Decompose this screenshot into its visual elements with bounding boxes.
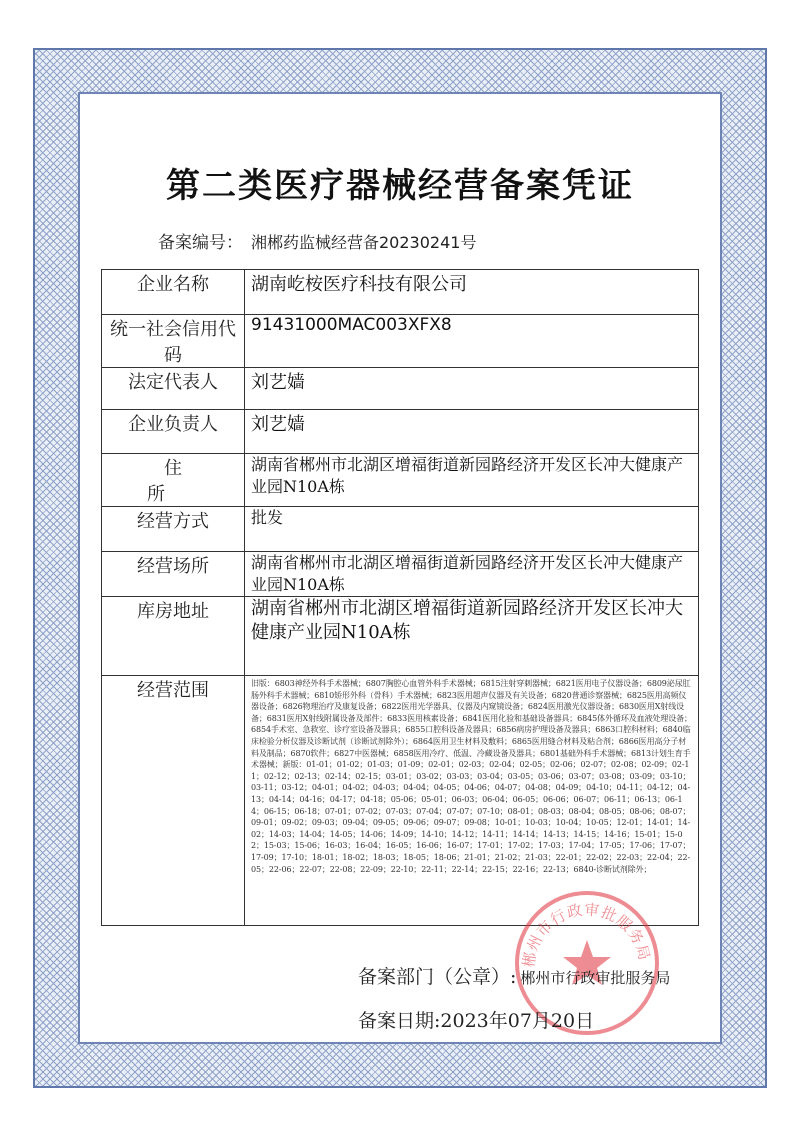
row-premises <box>102 552 699 597</box>
mode-label: 经营方式 <box>102 507 245 552</box>
legal-rep-label: 法定代表人 <box>102 368 245 410</box>
filing-number-label: 备案编号： <box>158 233 243 253</box>
company-name-label: 企业名称 <box>102 270 245 315</box>
filing-number <box>158 228 476 253</box>
credit-code-label: 统一社会信用代码 <box>102 315 245 368</box>
responsible-value: 刘艺嫱 <box>245 410 699 454</box>
mode-value: 批发 <box>245 507 699 552</box>
credit-code-value: 91431000MAC003XFX8 <box>245 315 699 368</box>
legal-rep-value: 刘艺嫱 <box>245 368 699 410</box>
row-warehouse <box>102 597 699 676</box>
warehouse-value: 湖南省郴州市北湖区增福街道新园路经济开发区长冲大健康产业园N10A栋 <box>245 597 699 676</box>
warehouse-label: 库房地址 <box>102 597 245 676</box>
row-company-name <box>102 270 699 315</box>
responsible-label: 企业负责人 <box>102 410 245 454</box>
filing-department-value: 郴州市行政审批服务局 <box>520 969 671 987</box>
certificate-title: 第二类医疗器械经营备案凭证 <box>166 166 634 206</box>
scope-value: 旧版：6803神经外科手术器械；6807胸腔心血管外科手术器械；6815注射穿刺器械；6821医用电子仪器设备；6809泌尿肛肠外科手术器械；6810矫形外科（骨科）手术器械；6823医用超声仪器及有关设备；6820普通诊察器械；6825医用高频仪器设备；6826物理治疗及康复设备；6822医用光学器具、仪器及内窥镜设备；6824医用激光仪器设备；6830医用X射线设备；6831医用X射线附属设备及部件；6833医用核素设备；6841医用化验和基础设备器具；6845体外循环及血液处理设备；6854手术室、急救室、诊疗室设备及器具；6855口腔科设备及器具；6856病房护理设备及器具；6863口腔科材料；6840临床检验分析仪器及诊断试剂（诊断试剂除外）；6864医用卫生材料及敷料；6865医用缝合材料及粘合剂；6866医用高分子材料及制品；6870软件；6827中医器械；6858医用冷疗、低温、冷藏设备及器具；6801基础外科手术器械；6813计划生育手术器械；新版：01-01；01-02；01-03；01-09；02-01；02-03；02-04；02-05；02-06；02-07；02-08；02-09；02-11；02-12；02-13；02-14；02-15；03-01；03-02；03-03；03-04；03-05；03-06；03-07；03-08；03-09；03-10；03-11；03-12；04-01；04-02；04-03；04-04；04-05；04-06；04-07；04-08；04-09；04-10；04-11；04-12；04-13；04-14；04-16；04-17；04-18；05-06；05-01；06-03；06-04；06-05；06-06；06-07；06-11；06-13；06-14；06-15；06-18；07-01；07-02；07-03；07-04；07-07；07-10；08-01；08-03；08-04；08-05；08-06；08-07；09-01；09-02；09-03；09-04；09-05；09-06；09-07；09-08；10-01；10-03；10-04；10-05；12-01；14-01；14-02；14-03；14-04；14-05；14-06；14-09；14-10；14-12；14-11；14-14；14-13；14-15；14-16；15-01；15-02；15-03；15-06；16-03；16-04；16-05；16-06；16-07；17-01；17-02；17-03；17-04；17-05；17-06；17-07；17-09；17-10；18-01；18-02；18-03；18-05；18-06；21-01；21-02；21-03；22-01；22-02；22-03；22-04；22-05；22-06；22-07；22-08；22-09；22-10；22-11；22-14；22-15；22-16；22-13；6840-诊断试剂除外； <box>245 676 699 926</box>
premises-label: 经营场所 <box>102 552 245 597</box>
row-credit-code <box>102 315 699 368</box>
company-name-value: 湖南屹桉医疗科技有限公司 <box>245 270 699 315</box>
row-residence <box>102 454 699 507</box>
filing-number-value: 湘郴药监械经营备20230241号 <box>251 233 477 252</box>
filing-date <box>358 1006 594 1033</box>
row-mode <box>102 507 699 552</box>
premises-value: 湖南省郴州市北湖区增福街道新园路经济开发区长冲大健康产业园N10A栋 <box>245 552 699 597</box>
filing-date-label: 备案日期: <box>358 1010 441 1032</box>
seal-text: 郴州市行政审批服务局 <box>519 900 654 969</box>
row-responsible <box>102 410 699 454</box>
residence-value: 湖南省郴州市北湖区增福街道新园路经济开发区长冲大健康产业园N10A栋 <box>245 454 699 507</box>
filing-date-value: 2023年07月20日 <box>440 1010 595 1032</box>
filing-department <box>358 962 670 989</box>
residence-label: 住 所 <box>102 454 245 507</box>
info-table <box>101 269 699 926</box>
scope-label: 经营范围 <box>102 676 245 926</box>
filing-department-label: 备案部门（公章）: <box>358 966 517 988</box>
row-legal-rep <box>102 368 699 410</box>
